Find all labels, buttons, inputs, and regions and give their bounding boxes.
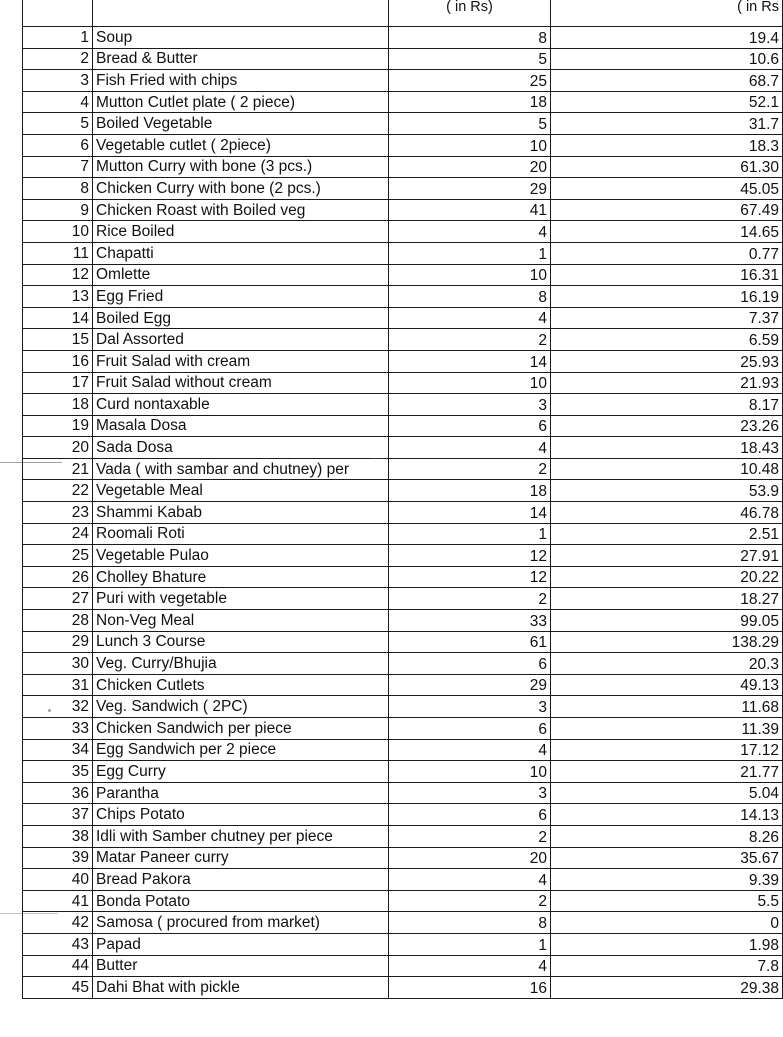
- item-rate: 10: [389, 134, 551, 156]
- item-rate: 10: [389, 264, 551, 286]
- item-cost: 8.17: [551, 394, 783, 416]
- item-rate: 25: [389, 70, 551, 92]
- item-name: Chips Potato: [93, 804, 389, 826]
- table-row: [23, 113, 783, 135]
- item-name: Vegetable Pulao: [93, 545, 389, 567]
- cost-unit-header: ( in Rs: [551, 0, 783, 27]
- item-name: Omlette: [93, 264, 389, 286]
- item-cost: 18.43: [551, 437, 783, 459]
- table-row: [23, 415, 783, 437]
- table-row: [23, 178, 783, 200]
- item-cost: 99.05: [551, 610, 783, 632]
- item-cost: 45.05: [551, 178, 783, 200]
- item-rate: 41: [389, 199, 551, 221]
- item-rate: 2: [389, 588, 551, 610]
- item-name: Papad: [93, 933, 389, 955]
- item-name: Vada ( with sambar and chutney) per: [93, 458, 389, 480]
- item-name: Chicken Roast with Boiled veg: [93, 199, 389, 221]
- item-number: 17: [23, 372, 93, 394]
- table-row: [23, 782, 783, 804]
- table-row: [23, 70, 783, 92]
- item-rate: 8: [389, 912, 551, 934]
- table-row: [23, 696, 783, 718]
- table-row: [23, 91, 783, 113]
- item-number: 1: [23, 27, 93, 49]
- item-number: 9: [23, 199, 93, 221]
- table-row: [23, 242, 783, 264]
- item-name: Parantha: [93, 782, 389, 804]
- item-name: Rice Boiled: [93, 221, 389, 243]
- table-row: [23, 48, 783, 70]
- item-rate: 2: [389, 825, 551, 847]
- item-name: Roomali Roti: [93, 523, 389, 545]
- item-cost: 5.5: [551, 890, 783, 912]
- item-rate: 2: [389, 890, 551, 912]
- item-rate: 29: [389, 178, 551, 200]
- item-rate: 1: [389, 933, 551, 955]
- table-row: [23, 458, 783, 480]
- item-cost: 21.77: [551, 761, 783, 783]
- table-row: [23, 394, 783, 416]
- item-rate: 5: [389, 48, 551, 70]
- item-number: 3: [23, 70, 93, 92]
- table-row: [23, 199, 783, 221]
- item-cost: 46.78: [551, 502, 783, 524]
- item-cost: 29.38: [551, 977, 783, 999]
- table-row: [23, 502, 783, 524]
- item-name: Chicken Curry with bone (2 pcs.): [93, 178, 389, 200]
- table-row: [23, 912, 783, 934]
- table-row: [23, 890, 783, 912]
- item-number: 37: [23, 804, 93, 826]
- item-rate: 3: [389, 782, 551, 804]
- item-rate: 29: [389, 674, 551, 696]
- item-name: Sada Dosa: [93, 437, 389, 459]
- item-rate: 6: [389, 415, 551, 437]
- item-name: Lunch 3 Course: [93, 631, 389, 653]
- item-cost: 68.7: [551, 70, 783, 92]
- item-number: 8: [23, 178, 93, 200]
- item-name: Chapatti: [93, 242, 389, 264]
- item-number: 20: [23, 437, 93, 459]
- item-number: 35: [23, 761, 93, 783]
- item-name: Vegetable cutlet ( 2piece): [93, 134, 389, 156]
- header-row: [23, 0, 783, 27]
- item-cost: 0: [551, 912, 783, 934]
- item-name: Chicken Cutlets: [93, 674, 389, 696]
- table-row: [23, 718, 783, 740]
- item-number: 15: [23, 329, 93, 351]
- item-number: 45: [23, 977, 93, 999]
- item-rate: 8: [389, 286, 551, 308]
- item-cost: 7.37: [551, 307, 783, 329]
- item-name: Egg Curry: [93, 761, 389, 783]
- item-name: Veg. Curry/Bhujia: [93, 653, 389, 675]
- item-number: 39: [23, 847, 93, 869]
- table-row: [23, 480, 783, 502]
- table-row: [23, 437, 783, 459]
- item-number: 33: [23, 718, 93, 740]
- item-cost: 19.4: [551, 27, 783, 49]
- header-cell-blank: [23, 0, 93, 27]
- item-name: Non-Veg Meal: [93, 610, 389, 632]
- scan-mark: [0, 913, 58, 914]
- item-cost: 20.22: [551, 566, 783, 588]
- item-number: 25: [23, 545, 93, 567]
- item-number: 36: [23, 782, 93, 804]
- item-number: 30: [23, 653, 93, 675]
- item-name: Dal Assorted: [93, 329, 389, 351]
- item-rate: 6: [389, 653, 551, 675]
- item-number: 32: [23, 696, 93, 718]
- item-cost: 14.65: [551, 221, 783, 243]
- item-cost: 8.26: [551, 825, 783, 847]
- table-row: [23, 221, 783, 243]
- item-rate: 12: [389, 545, 551, 567]
- table-row: [23, 804, 783, 826]
- item-cost: 67.49: [551, 199, 783, 221]
- item-name: Boiled Egg: [93, 307, 389, 329]
- item-number: 11: [23, 242, 93, 264]
- item-number: 40: [23, 869, 93, 891]
- table-row: [23, 739, 783, 761]
- item-rate: 1: [389, 242, 551, 264]
- item-number: 24: [23, 523, 93, 545]
- item-rate: 4: [389, 955, 551, 977]
- item-rate: 4: [389, 221, 551, 243]
- item-cost: 49.13: [551, 674, 783, 696]
- price-table: [22, 0, 783, 999]
- item-name: Fish Fried with chips: [93, 70, 389, 92]
- item-name: Matar Paneer curry: [93, 847, 389, 869]
- item-cost: 23.26: [551, 415, 783, 437]
- table-row: [23, 286, 783, 308]
- item-number: 44: [23, 955, 93, 977]
- item-rate: 20: [389, 847, 551, 869]
- item-name: Egg Fried: [93, 286, 389, 308]
- item-cost: 21.93: [551, 372, 783, 394]
- item-rate: 14: [389, 350, 551, 372]
- item-rate: 3: [389, 696, 551, 718]
- scan-mark: [48, 709, 51, 712]
- item-number: 21: [23, 458, 93, 480]
- item-cost: 138.29: [551, 631, 783, 653]
- table-row: [23, 933, 783, 955]
- item-rate: 33: [389, 610, 551, 632]
- item-number: 16: [23, 350, 93, 372]
- item-name: Bonda Potato: [93, 890, 389, 912]
- item-name: Boiled Vegetable: [93, 113, 389, 135]
- item-name: Idli with Samber chutney per piece: [93, 825, 389, 847]
- table-row: [23, 588, 783, 610]
- item-rate: 4: [389, 437, 551, 459]
- item-number: 7: [23, 156, 93, 178]
- item-rate: 5: [389, 113, 551, 135]
- item-number: 18: [23, 394, 93, 416]
- table-row: [23, 545, 783, 567]
- item-cost: 18.3: [551, 134, 783, 156]
- item-cost: 18.27: [551, 588, 783, 610]
- item-number: 29: [23, 631, 93, 653]
- table-row: [23, 156, 783, 178]
- item-number: 43: [23, 933, 93, 955]
- item-cost: 52.1: [551, 91, 783, 113]
- item-rate: 2: [389, 458, 551, 480]
- item-cost: 2.51: [551, 523, 783, 545]
- item-number: 2: [23, 48, 93, 70]
- item-cost: 31.7: [551, 113, 783, 135]
- item-name: Veg. Sandwich ( 2PC): [93, 696, 389, 718]
- item-name: Soup: [93, 27, 389, 49]
- table-row: [23, 264, 783, 286]
- item-name: Vegetable Meal: [93, 480, 389, 502]
- item-rate: 4: [389, 739, 551, 761]
- item-rate: 4: [389, 869, 551, 891]
- item-number: 26: [23, 566, 93, 588]
- item-rate: 10: [389, 761, 551, 783]
- item-rate: 6: [389, 804, 551, 826]
- item-rate: 12: [389, 566, 551, 588]
- item-rate: 10: [389, 372, 551, 394]
- item-number: 6: [23, 134, 93, 156]
- header-cell-blank: [93, 0, 389, 27]
- item-cost: 10.6: [551, 48, 783, 70]
- table-row: [23, 977, 783, 999]
- item-rate: 18: [389, 480, 551, 502]
- item-name: Samosa ( procured from market): [93, 912, 389, 934]
- item-rate: 8: [389, 27, 551, 49]
- item-cost: 35.67: [551, 847, 783, 869]
- item-number: 38: [23, 825, 93, 847]
- item-cost: 7.8: [551, 955, 783, 977]
- price-table-body: [23, 0, 783, 998]
- item-name: Puri with vegetable: [93, 588, 389, 610]
- scan-mark: [0, 462, 62, 463]
- table-row: [23, 350, 783, 372]
- item-cost: 11.68: [551, 696, 783, 718]
- table-row: [23, 631, 783, 653]
- item-cost: 25.93: [551, 350, 783, 372]
- table-row: [23, 27, 783, 49]
- table-row: [23, 566, 783, 588]
- item-rate: 2: [389, 329, 551, 351]
- item-cost: 1.98: [551, 933, 783, 955]
- item-cost: 17.12: [551, 739, 783, 761]
- item-number: 22: [23, 480, 93, 502]
- item-name: Mutton Curry with bone (3 pcs.): [93, 156, 389, 178]
- table-row: [23, 134, 783, 156]
- item-cost: 11.39: [551, 718, 783, 740]
- item-cost: 53.9: [551, 480, 783, 502]
- item-rate: 3: [389, 394, 551, 416]
- table-row: [23, 869, 783, 891]
- item-number: 12: [23, 264, 93, 286]
- table-row: [23, 523, 783, 545]
- item-rate: 14: [389, 502, 551, 524]
- item-number: 34: [23, 739, 93, 761]
- item-name: Dahi Bhat with pickle: [93, 977, 389, 999]
- table-row: [23, 674, 783, 696]
- item-number: 14: [23, 307, 93, 329]
- item-number: 19: [23, 415, 93, 437]
- table-row: [23, 955, 783, 977]
- item-number: 23: [23, 502, 93, 524]
- item-cost: 14.13: [551, 804, 783, 826]
- item-name: Masala Dosa: [93, 415, 389, 437]
- item-number: 13: [23, 286, 93, 308]
- table-row: [23, 610, 783, 632]
- item-cost: 20.3: [551, 653, 783, 675]
- table-row: [23, 307, 783, 329]
- item-cost: 61.30: [551, 156, 783, 178]
- item-cost: 6.59: [551, 329, 783, 351]
- item-number: 10: [23, 221, 93, 243]
- item-number: 41: [23, 890, 93, 912]
- item-cost: 9.39: [551, 869, 783, 891]
- item-cost: 16.31: [551, 264, 783, 286]
- item-name: Curd nontaxable: [93, 394, 389, 416]
- item-cost: 27.91: [551, 545, 783, 567]
- item-rate: 20: [389, 156, 551, 178]
- item-cost: 10.48: [551, 458, 783, 480]
- item-number: 31: [23, 674, 93, 696]
- item-number: 27: [23, 588, 93, 610]
- item-rate: 1: [389, 523, 551, 545]
- item-rate: 61: [389, 631, 551, 653]
- item-name: Bread Pakora: [93, 869, 389, 891]
- scan-mark: [370, 458, 384, 459]
- table-row: [23, 761, 783, 783]
- table-row: [23, 847, 783, 869]
- item-rate: 6: [389, 718, 551, 740]
- item-cost: 5.04: [551, 782, 783, 804]
- table-row: [23, 329, 783, 351]
- item-name: Fruit Salad without cream: [93, 372, 389, 394]
- item-name: Chicken Sandwich per piece: [93, 718, 389, 740]
- table-row: [23, 653, 783, 675]
- table-row: [23, 825, 783, 847]
- item-name: Cholley Bhature: [93, 566, 389, 588]
- item-name: Egg Sandwich per 2 piece: [93, 739, 389, 761]
- rate-unit-header: ( in Rs): [389, 0, 551, 27]
- table-row: [23, 372, 783, 394]
- item-rate: 16: [389, 977, 551, 999]
- item-rate: 4: [389, 307, 551, 329]
- item-name: Bread & Butter: [93, 48, 389, 70]
- item-cost: 0.77: [551, 242, 783, 264]
- item-number: 5: [23, 113, 93, 135]
- item-name: Shammi Kabab: [93, 502, 389, 524]
- item-number: 42: [23, 912, 93, 934]
- item-cost: 16.19: [551, 286, 783, 308]
- item-name: Butter: [93, 955, 389, 977]
- item-number: 4: [23, 91, 93, 113]
- item-name: Fruit Salad with cream: [93, 350, 389, 372]
- item-rate: 18: [389, 91, 551, 113]
- item-number: 28: [23, 610, 93, 632]
- item-name: Mutton Cutlet plate ( 2 piece): [93, 91, 389, 113]
